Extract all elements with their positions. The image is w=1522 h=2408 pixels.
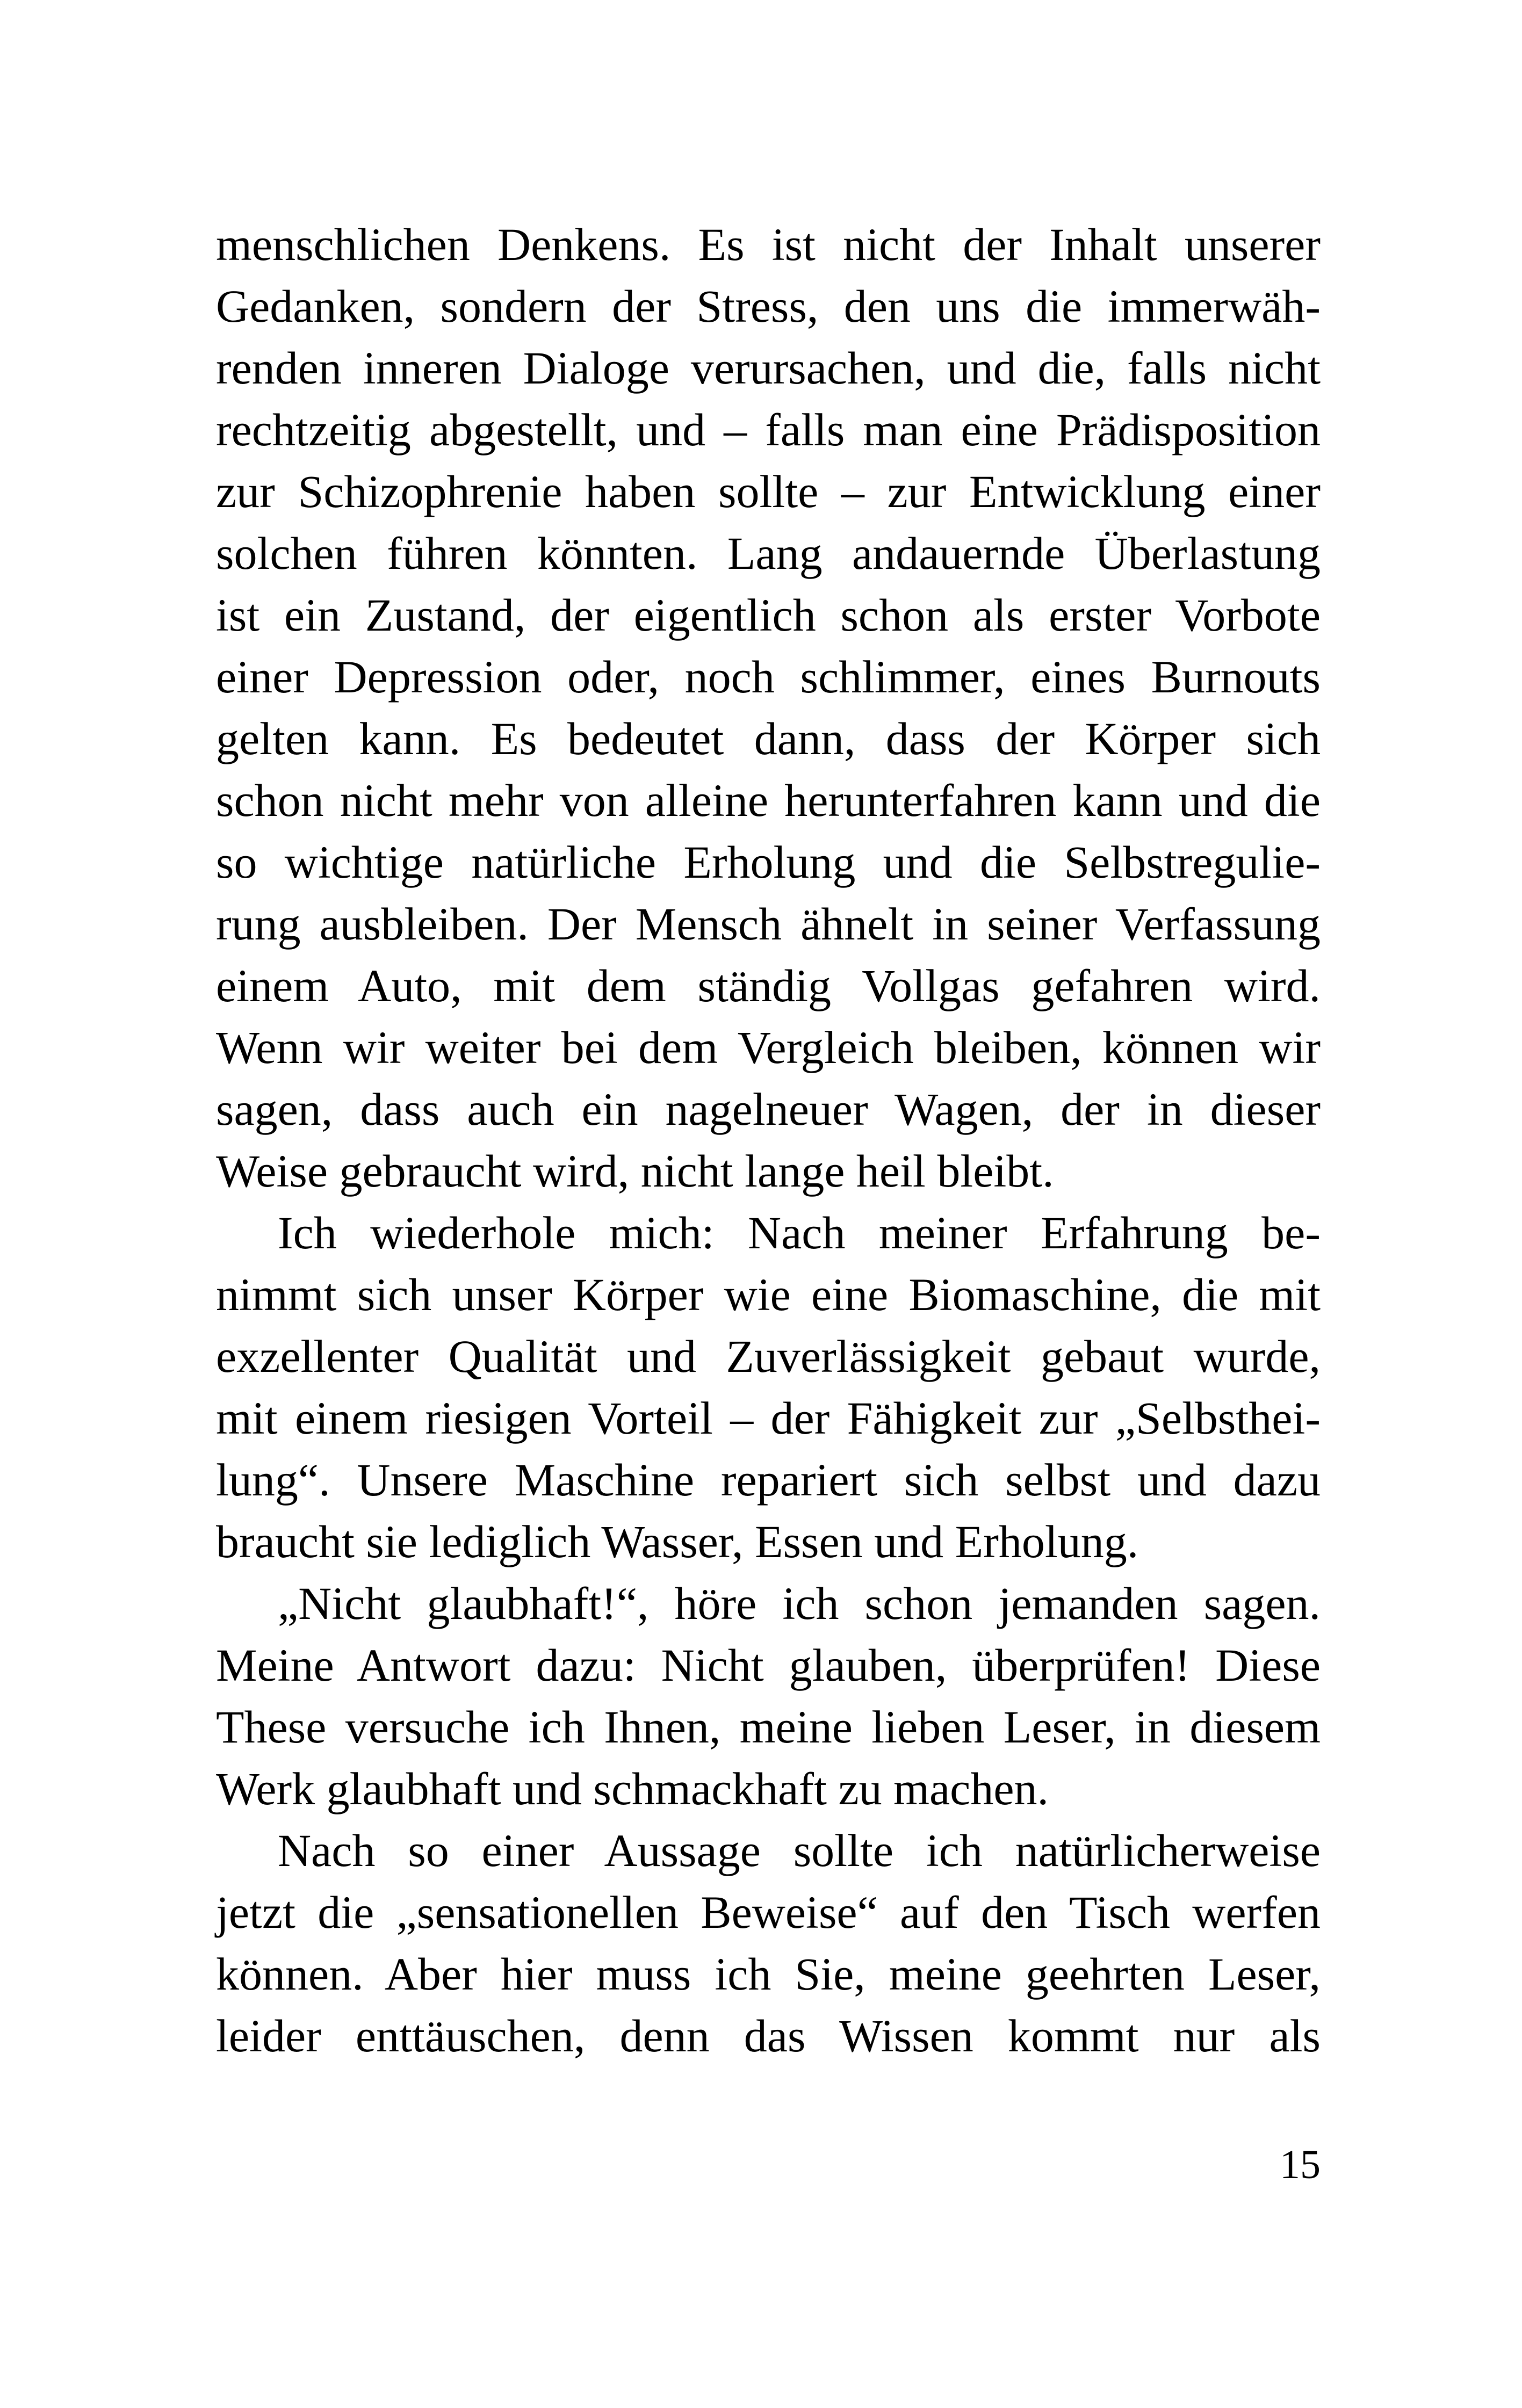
text-line: einem Auto, mit dem ständig Vollgas gefahren wird.	[216, 960, 1321, 1011]
text-line: exzellenter Qualität und Zuverlässigkeit gebaut wurde,	[216, 1330, 1321, 1382]
text-line: solchen führen könnten. Lang andauernde Überlastung	[216, 527, 1321, 579]
text-line: mit einem riesigen Vorteil – der Fähigkeit zur „Selbsthei-	[216, 1392, 1321, 1444]
text-line: Ich wiederhole mich: Nach meiner Erfahrung be-	[278, 1207, 1321, 1259]
text-line: menschlichen Denkens. Es ist nicht der Inhalt unserer	[216, 219, 1321, 270]
text-line: rung ausbleiben. Der Mensch ähnelt in seiner Verfassung	[216, 898, 1321, 950]
text-line: These versuche ich Ihnen, meine lieben Leser, in diesem	[216, 1701, 1321, 1753]
body-text	[216, 214, 1321, 2067]
text-line: einer Depression oder, noch schlimmer, eines Burnouts	[216, 651, 1321, 703]
text-line: renden inneren Dialoge verursachen, und die, falls nicht	[216, 342, 1321, 394]
text-line: rechtzeitig abgestellt, und – falls man eine Prädisposition	[216, 404, 1321, 455]
page-number: 15	[1280, 2142, 1321, 2187]
text-line: so wichtige natürliche Erholung und die Selbstregulie-	[216, 836, 1321, 888]
text-line: sagen, dass auch ein nagelneuer Wagen, der in dieser	[216, 1083, 1321, 1135]
text-line: nimmt sich unser Körper wie eine Biomaschine, die mit	[216, 1269, 1321, 1320]
text-line: Werk glaubhaft und schmackhaft zu machen.	[216, 1763, 1049, 1814]
text-line: Weise gebraucht wird, nicht lange heil bleibt.	[216, 1145, 1054, 1197]
text-line: schon nicht mehr von alleine herunterfahren kann und die	[216, 775, 1321, 826]
text-line: jetzt die „sensationellen Beweise“ auf den Tisch werfen	[216, 1886, 1321, 1938]
text-line: Meine Antwort dazu: Nicht glauben, überprüfen! Diese	[216, 1639, 1321, 1691]
text-line: leider enttäuschen, denn das Wissen kommt nur als	[216, 2010, 1321, 2062]
text-line: ist ein Zustand, der eigentlich schon als erster Vorbote	[216, 589, 1321, 641]
text-line: können. Aber hier muss ich Sie, meine geehrten Leser,	[216, 1948, 1321, 2000]
text-line: Nach so einer Aussage sollte ich natürlicherweise	[278, 1825, 1321, 1876]
text-line: „Nicht glaubhaft!“, höre ich schon jemanden sagen.	[278, 1578, 1321, 1629]
text-line: braucht sie lediglich Wasser, Essen und Erholung.	[216, 1516, 1139, 1567]
text-line: gelten kann. Es bedeutet dann, dass der Körper sich	[216, 713, 1321, 764]
text-line: zur Schizophrenie haben sollte – zur Entwicklung einer	[216, 466, 1321, 517]
text-line: lung“. Unsere Maschine repariert sich selbst und dazu	[216, 1454, 1321, 1506]
text-line: Wenn wir weiter bei dem Vergleich bleiben, können wir	[216, 1022, 1321, 1073]
text-line: Gedanken, sondern der Stress, den uns die immerwäh-	[216, 280, 1321, 332]
